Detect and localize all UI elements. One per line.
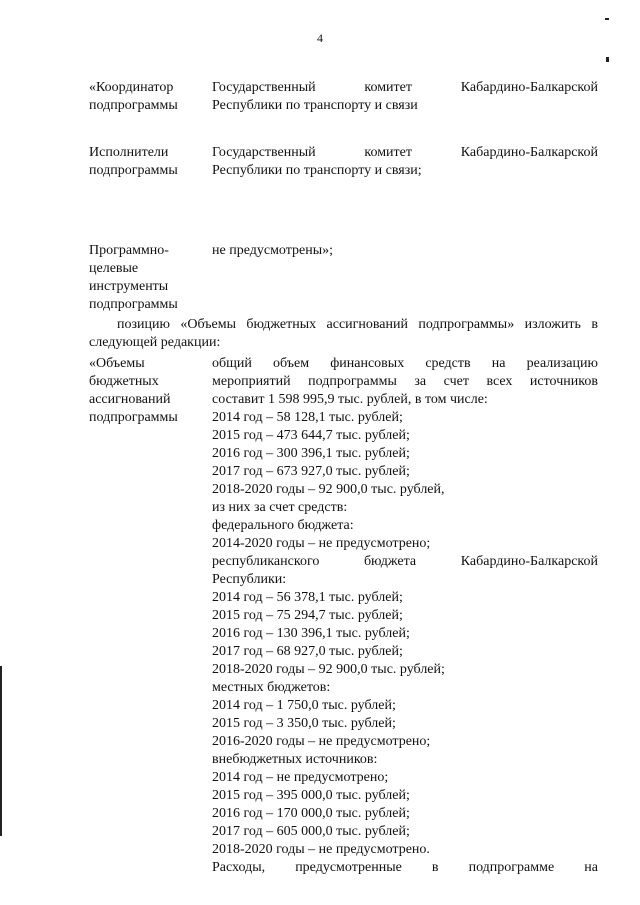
budget-label <box>89 355 178 427</box>
coordinator-label <box>89 79 178 115</box>
instruction-line <box>89 316 598 334</box>
executors-label <box>89 144 178 180</box>
extrabudget-year-line: 2015 год – 395 000,0 тыс. рублей; <box>212 788 410 803</box>
instruments-label-line: Программно- <box>89 243 169 258</box>
budget-label-line: бюджетных <box>89 374 159 389</box>
word: источников <box>529 374 598 389</box>
word: Расходы, <box>212 860 266 875</box>
sources-intro: из них за счет средств: <box>212 500 348 515</box>
executors-label-line: подпрограммы <box>89 163 178 178</box>
budget-label-line: подпрограммы <box>89 410 178 425</box>
extrabudget-year-line: 2014 год – не предусмотрено; <box>212 770 389 785</box>
budget-label-line: «Объемы <box>89 356 145 371</box>
instruction-line: следующей редакции: <box>89 335 221 350</box>
republic-year-line: 2015 год – 75 294,7 тыс. рублей; <box>212 608 403 623</box>
republic-heading-cont: Республики: <box>212 572 287 587</box>
scan-border-left <box>0 666 2 836</box>
instruments-value-text: не предусмотрены»; <box>212 243 334 258</box>
instruments-label <box>89 242 178 314</box>
word: подпрограмме <box>468 860 555 875</box>
word: бюджетных <box>246 317 317 332</box>
instruments-label-line: целевые <box>89 261 139 276</box>
instruments-value <box>212 242 598 260</box>
word: республиканского <box>212 554 320 569</box>
federal-year-line: 2014-2020 годы – не предусмотрено; <box>212 536 431 551</box>
republic-year-line: 2017 год – 68 927,0 тыс. рублей; <box>212 644 403 659</box>
executors-value-line <box>212 144 598 162</box>
word: изложить <box>524 317 581 332</box>
republic-heading <box>212 553 598 571</box>
extrabudget-year-line: 2018-2020 годы – не предусмотрено. <box>212 842 430 857</box>
word: на <box>584 860 598 875</box>
page-number: 4 <box>317 31 323 45</box>
word: всех <box>486 374 513 389</box>
local-year-line: 2014 год – 1 750,0 тыс. рублей; <box>212 698 396 713</box>
executors-value-line: Республики по транспорту и связи; <box>212 163 422 178</box>
coordinator-value-line <box>212 79 598 97</box>
total-year-line: 2015 год – 473 644,7 тыс. рублей; <box>212 428 410 443</box>
federal-heading: федерального бюджета: <box>212 518 354 533</box>
word: реализацию <box>526 356 598 371</box>
word: Государственный <box>212 80 316 95</box>
word: на <box>491 356 506 371</box>
word: комитет <box>364 80 413 95</box>
word: Кабардино-Балкарской <box>460 80 598 95</box>
word: объем <box>273 356 310 371</box>
local-year-line: 2015 год – 3 350,0 тыс. рублей; <box>212 716 396 731</box>
word: подпрограммы <box>308 374 397 389</box>
word: Кабардино-Балкарской <box>460 145 598 160</box>
total-year-line: 2018-2020 годы – 92 900,0 тыс. рублей, <box>212 482 445 497</box>
coordinator-value <box>212 79 598 115</box>
republic-year-line: 2014 год – 56 378,1 тыс. рублей; <box>212 590 403 605</box>
word: предусмотренные <box>295 860 402 875</box>
word: мероприятий <box>212 374 291 389</box>
total-year-line: 2016 год – 300 396,1 тыс. рублей; <box>212 446 410 461</box>
word: в <box>591 317 598 332</box>
word: средств <box>425 356 471 371</box>
budget-line <box>212 355 598 373</box>
local-heading: местных бюджетов: <box>212 680 331 695</box>
coordinator-label-line: подпрограммы <box>89 98 178 113</box>
budget-label-line: ассигнований <box>89 392 171 407</box>
republic-year-line: 2016 год – 130 396,1 тыс. рублей; <box>212 626 410 641</box>
budget-total-line: составит 1 598 995,9 тыс. рублей, в том числе: <box>212 392 488 407</box>
expenses-line <box>212 859 598 877</box>
extrabudget-heading: внебюджетных источников: <box>212 752 378 767</box>
word: общий <box>212 356 252 371</box>
republic-year-line: 2018-2020 годы – 92 900,0 тыс. рублей; <box>212 662 445 677</box>
budget-value <box>212 355 598 877</box>
word: финансовых <box>330 356 405 371</box>
word: Кабардино-Балкарской <box>460 554 598 569</box>
word: ассигнований <box>326 317 408 332</box>
extrabudget-year-line: 2017 год – 605 000,0 тыс. рублей; <box>212 824 410 839</box>
word: позицию <box>117 317 170 332</box>
total-year-line: 2017 год – 673 927,0 тыс. рублей; <box>212 464 410 479</box>
word: в <box>431 860 439 875</box>
total-year-line: 2014 год – 58 128,1 тыс. рублей; <box>212 410 403 425</box>
extrabudget-year-line: 2016 год – 170 000,0 тыс. рублей; <box>212 806 410 821</box>
scan-mark-right <box>606 57 609 62</box>
word: «Объемы <box>180 317 236 332</box>
word: комитет <box>364 145 413 160</box>
word: Государственный <box>212 145 316 160</box>
scan-mark-top-right <box>605 18 609 20</box>
word: за <box>414 374 427 389</box>
coordinator-value-line: Республики по транспорту и связи <box>212 98 418 113</box>
word: бюджета <box>363 554 417 569</box>
instruction-paragraph <box>89 316 598 352</box>
executors-value <box>212 144 598 180</box>
word: подпрограммы» <box>418 317 515 332</box>
local-year-line: 2016-2020 годы – не предусмотрено; <box>212 734 431 749</box>
budget-line <box>212 373 598 391</box>
executors-label-line: Исполнители <box>89 145 169 160</box>
word: счет <box>443 374 469 389</box>
coordinator-label-line: «Координатор <box>89 80 174 95</box>
instruments-label-line: подпрограммы <box>89 297 178 312</box>
instruments-label-line: инструменты <box>89 279 169 294</box>
